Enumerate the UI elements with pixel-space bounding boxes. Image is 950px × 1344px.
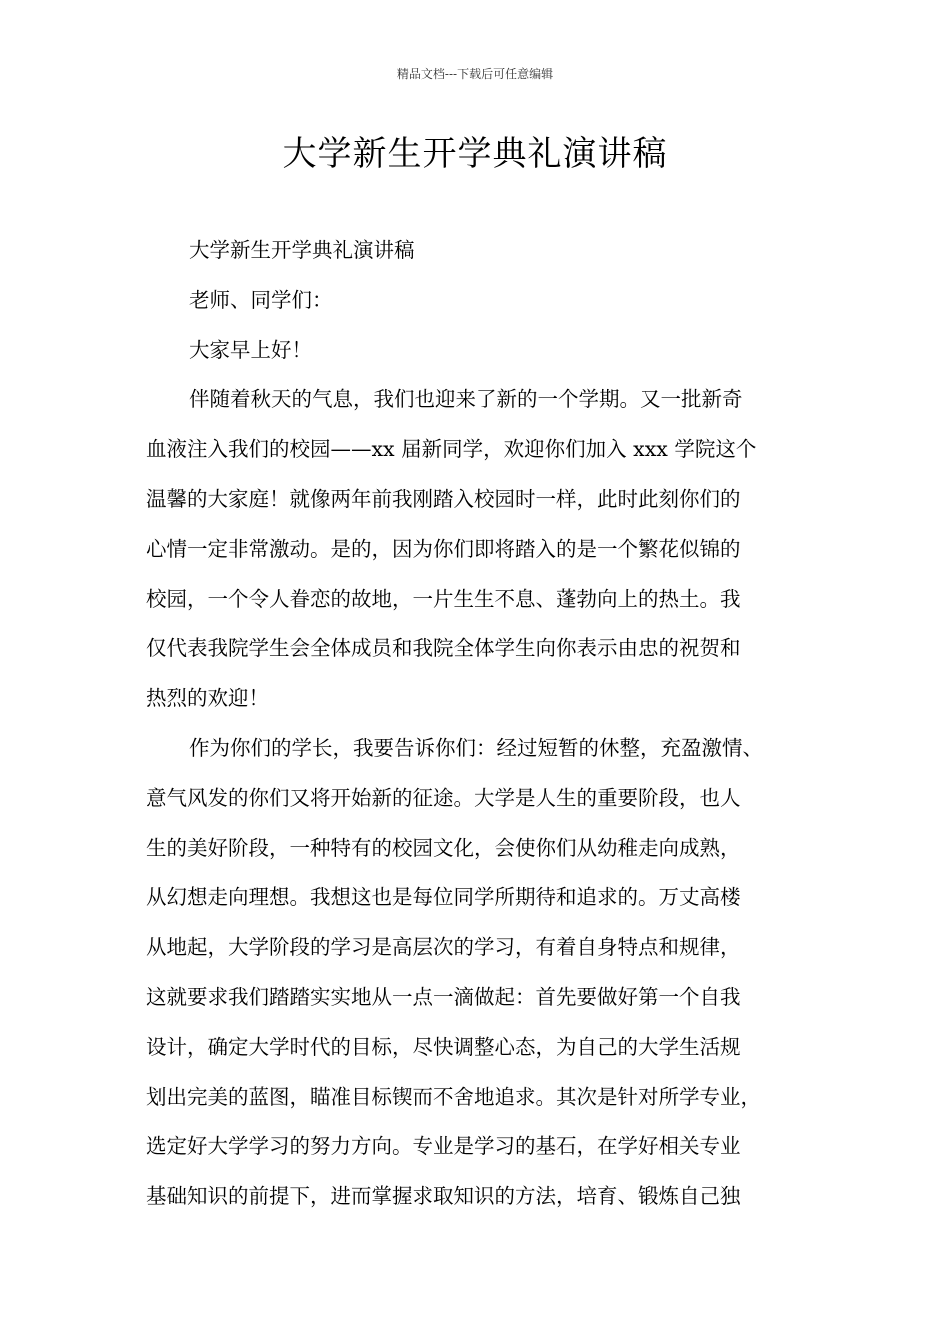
- text-line: 设计，确定大学时代的目标，尽快调整心态，为自己的大学生活规: [146, 1034, 741, 1059]
- text-line: 老师、同学们：: [189, 287, 333, 312]
- text-line: 伴随着秋天的气息，我们也迎来了新的一个学期。又一批新奇: [189, 387, 743, 412]
- text-line: 温馨的大家庭！就像两年前我刚踏入校园时一样，此时此刻你们的: [146, 486, 741, 511]
- text-line: 大学新生开学典礼演讲稿: [189, 238, 415, 262]
- document-body: [146, 226, 814, 1222]
- text-line: 大家早上好！: [189, 337, 312, 362]
- text-line: 热烈的欢迎！: [146, 686, 269, 711]
- text-line: 血液注入我们的校园——xx 届新同学，欢迎你们加入 xxx 学院这个: [146, 437, 757, 462]
- text-line: 仅代表我院学生会全体成员和我院全体学生向你表示由忠的祝贺和: [146, 636, 741, 661]
- header-note: 精品文档---下载后可任意编辑: [396, 67, 554, 81]
- text-line: 心情一定非常激动。是的，因为你们即将踏入的是一个繁花似锦的: [146, 536, 741, 561]
- text-line: 从地起，大学阶段的学习是高层次的学习，有着自身特点和规律，: [146, 935, 741, 960]
- text-line: 基础知识的前提下，进而掌握求取知识的方法，培育、锻炼自己独: [146, 1184, 741, 1209]
- text-line: 划出完美的蓝图，瞄准目标锲而不舍地追求。其次是针对所学专业，: [146, 1084, 761, 1109]
- text-line: 作为你们的学长，我要告诉你们：经过短暂的休整，充盈激情、: [189, 735, 763, 760]
- document-title: 大学新生开学典礼演讲稿: [282, 134, 668, 174]
- text-line: 意气风发的你们又将开始新的征途。大学是人生的重要阶段，也人: [146, 785, 741, 810]
- text-line: 生的美好阶段，一种特有的校园文化，会使你们从幼稚走向成熟，: [146, 835, 741, 860]
- text-line: 选定好大学学习的努力方向。专业是学习的基石，在学好相关专业: [146, 1134, 741, 1159]
- text-line: 校园，一个令人眷恋的故地，一片生生不息、蓬勃向上的热土。我: [146, 586, 741, 611]
- text-line: 从幻想走向理想。我想这也是每位同学所期待和追求的。万丈高楼: [146, 885, 741, 910]
- text-line: 这就要求我们踏踏实实地从一点一滴做起：首先要做好第一个自我: [146, 984, 741, 1009]
